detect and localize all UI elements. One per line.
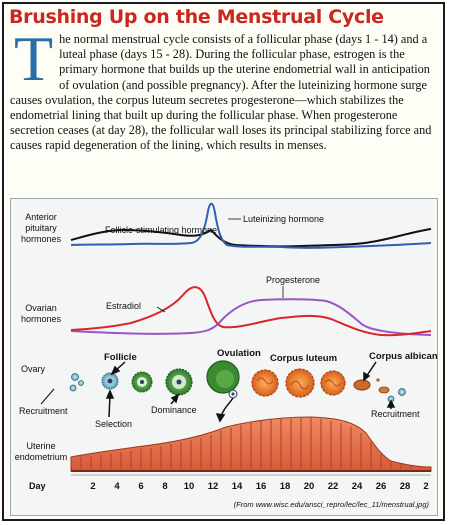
day-tick: 18 [279,481,291,492]
ovarian-label [21,303,62,324]
dominance-label: Dominance [151,405,197,415]
corpus-luteum-label: Corpus luteum [270,353,338,364]
recruitment-right-label: Recruitment [371,409,420,419]
corpus-luteum-3 [321,371,345,395]
day-tick: 12 [207,481,219,492]
day-tick: 28 [399,481,411,492]
recruitment-follicles-right [388,389,406,403]
ovarian-label-line2: hormones [20,314,62,324]
corpus-albicans [354,378,389,393]
article-frame [2,2,445,521]
intro-text: he normal menstrual cycle consists of a follicular phase (days 1 - 14) and a luteal phase (days 15 - 28). During the follicular phase, estrogen is the primary hormone that builds up the uterine endometrial wall in anticipation of ovulation (and possible pregnancy). After the luteinizing hormone surge causes ovulation, the corpus luteum secretes progesterone—which stabilizes the endometrial lining that built up during the follicular phase. When progesterone secretion ceases (at day 28), the follicular wall loses its principal stabilizing force and causes rapid degeneration of the lining, which results in menses. [10,32,432,153]
cycle-diagram-svg [11,199,437,515]
corpus-luteum-2 [286,369,314,397]
selection-follicle [102,373,118,389]
day-tick: 8 [162,481,168,492]
ovulation-label: Ovulation [217,348,261,359]
estradiol-label: Estradiol [106,301,142,311]
uterine-label-line2: endometrium [14,452,68,462]
progesterone-label: Progesterone [266,275,321,285]
fsh-label: Follicle-stimulating hormone [105,225,218,235]
day-tick: 20 [303,481,315,492]
pituitary-label-line2: pituitary [25,223,57,233]
ovarian-label-line1: Ovarian [25,303,57,313]
day-tick: 2 [423,481,429,492]
ovary-label: Ovary [20,364,46,374]
day-tick: 26 [375,481,387,492]
day-tick: 22 [327,481,339,492]
day-tick: 14 [231,481,243,492]
recruitment-follicles-left [70,374,84,392]
day-axis-label: Day [29,481,46,491]
day-tick: 4 [114,481,120,492]
estradiol-curve [71,287,431,335]
day-ticks [90,481,428,492]
growing-follicle-1 [132,372,152,392]
uterine-label [15,441,68,462]
pituitary-label-line1: Anterior [25,212,57,222]
ovulating-follicle [207,361,239,398]
menstrual-cycle-diagram [10,198,438,516]
corpus-luteum-1 [252,370,278,396]
day-tick: 2 [90,481,96,492]
drop-cap: T [14,23,54,94]
follicle-label: Follicle [104,352,137,363]
day-tick: 6 [138,481,144,492]
intro-paragraph [10,23,438,154]
lh-label: Luteinizing hormone [243,214,325,224]
day-tick: 24 [351,481,363,492]
dominant-follicle [166,369,192,395]
corpus-albicans-label: Corpus albicans [369,351,437,362]
day-tick: 16 [255,481,267,492]
source-credit: (From www.wisc.edu/ansci_repro/lec/lec_11/menstrual.jpg) [233,500,429,509]
selection-label: Selection [95,419,133,429]
day-tick: 10 [183,481,195,492]
pituitary-label-line3: hormones [20,234,62,244]
pituitary-label [21,212,62,244]
uterine-label-line1: Uterine [26,441,56,451]
article-title: Brushing Up on the Menstrual Cycle [9,6,384,28]
recruitment-left-label: Recruitment [19,406,68,416]
